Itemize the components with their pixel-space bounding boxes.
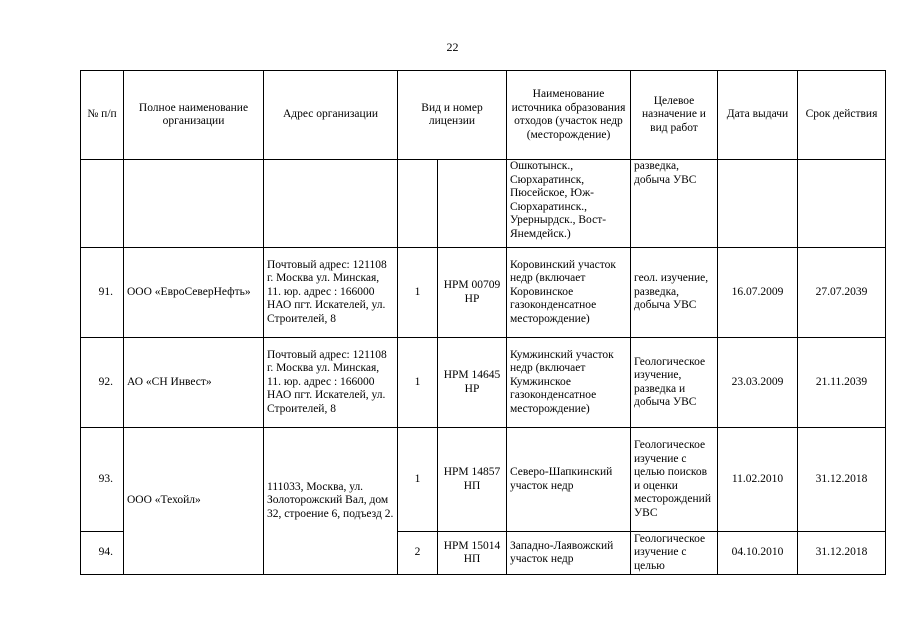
cell-address [264, 160, 398, 248]
header-name: Полное наименование организации [124, 71, 264, 160]
cell-issue-date: 16.07.2009 [718, 248, 798, 338]
cell-validity: 31.12.2018 [798, 428, 886, 532]
table-row [81, 248, 886, 338]
page-number: 22 [446, 40, 459, 54]
cell-issue-date: 11.02.2010 [718, 428, 798, 532]
cell-validity: 27.07.2039 [798, 248, 886, 338]
cell-issue-date: 23.03.2009 [718, 338, 798, 428]
cell-num: 94. [81, 532, 124, 575]
header-source: Наименование источника образования отходов (участок недр (месторождение) [507, 71, 631, 160]
cell-license: НРМ 15014 НП [438, 532, 507, 575]
cell-purpose: Геологическое изучение с целью [631, 532, 718, 575]
cell-name: АО «СН Инвест» [124, 338, 264, 428]
cell-source: Западно-Лаявожский участок недр [507, 532, 631, 575]
cell-address: Почтовый адрес: 121108 г. Москва ул. Минская, 11. юр. адрес : 166000 НАО пгт. Искателей, ул. Строителей, 8 [264, 248, 398, 338]
cell-num: 93. [81, 428, 124, 532]
cell-purpose: Геологическое изучение с целью поисков и оценки месторождений УВС [631, 428, 718, 532]
cell-source: Северо-Шапкинский участок недр [507, 428, 631, 532]
cell-num: 92. [81, 338, 124, 428]
table-row [81, 160, 886, 248]
table-header-row [81, 71, 886, 160]
cell-purpose: разведка, добыча УВС [631, 160, 718, 248]
header-issue-date: Дата выдачи [718, 71, 798, 160]
cell-num [81, 160, 124, 248]
cell-name [124, 160, 264, 248]
cell-seq: 2 [398, 532, 438, 575]
license-registry-table [80, 70, 886, 575]
cell-license: НРМ 14857 НП [438, 428, 507, 532]
cell-validity: 21.11.2039 [798, 338, 886, 428]
header-purpose: Целевое назначение и вид работ [631, 71, 718, 160]
cell-num: 91. [81, 248, 124, 338]
cell-address: Почтовый адрес: 121108 г. Москва ул. Минская, 11. юр. адрес : 166000 НАО пгт. Искателей, ул. Строителей, 8 [264, 338, 398, 428]
header-address: Адрес организации [264, 71, 398, 160]
header-num: № п/п [81, 71, 124, 160]
cell-source: Кумжинский участок недр (включает Кумжинское газоконденсатное месторождение) [507, 338, 631, 428]
cell-seq: 1 [398, 338, 438, 428]
header-validity: Срок действия [798, 71, 886, 160]
cell-source: Ошкотынск., Сюрхаратинск, Пюсейское, Юж-Сюрхаратинск., Урернырдск., Вост-Янемдейск.) [507, 160, 631, 248]
header-license: Вид и номер лицензии [398, 71, 507, 160]
cell-validity [798, 160, 886, 248]
cell-issue-date: 04.10.2010 [718, 532, 798, 575]
cell-seq: 1 [398, 248, 438, 338]
cell-license: НРМ 14645 НР [438, 338, 507, 428]
cell-name: ООО «ЕвроСеверНефть» [124, 248, 264, 338]
cell-seq: 1 [398, 428, 438, 532]
cell-purpose: Геологическое изучение, разведка и добыча УВС [631, 338, 718, 428]
cell-license [438, 160, 507, 248]
table-row [81, 338, 886, 428]
cell-address: 111033, Москва, ул. Золоторожский Вал, дом 32, строение 6, подъезд 2. [264, 428, 398, 575]
cell-purpose: геол. изучение, разведка, добыча УВС [631, 248, 718, 338]
cell-issue-date [718, 160, 798, 248]
cell-name: ООО «Техойл» [124, 428, 264, 575]
cell-source: Коровинский участок недр (включает Коровинское газоконденсатное месторождение) [507, 248, 631, 338]
table-row [81, 428, 886, 532]
cell-validity: 31.12.2018 [798, 532, 886, 575]
cell-seq [398, 160, 438, 248]
cell-license: НРМ 00709 НР [438, 248, 507, 338]
